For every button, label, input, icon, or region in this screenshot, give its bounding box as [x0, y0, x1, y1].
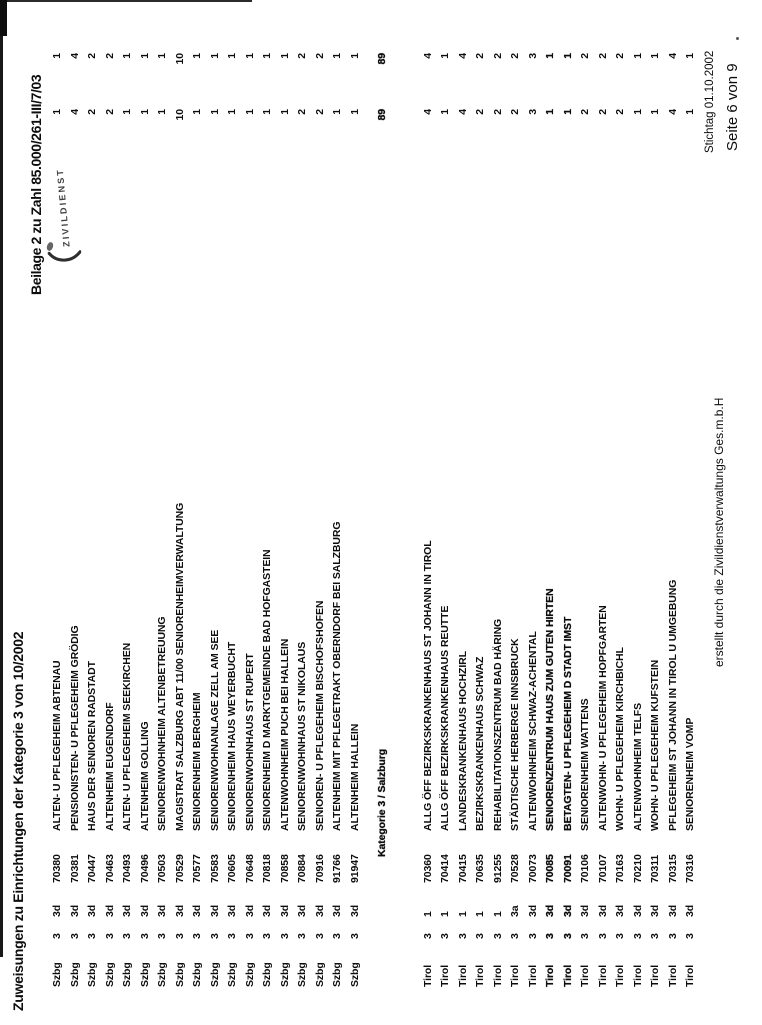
cell-subkategorie: 3d [596, 904, 609, 917]
cell-land: Szbg [103, 962, 116, 987]
cell-land: Tirol [684, 964, 696, 987]
cell-land: Szbg [121, 962, 133, 987]
cell-facility-name: ALTENHEIM GOLLING [138, 721, 151, 831]
cell-kategorie: 3 [526, 933, 539, 939]
cell-code: 70447 [86, 854, 98, 883]
cell-count-1: 1 [51, 109, 63, 115]
cell-subkategorie: 3d [156, 904, 168, 917]
cell-facility-name: ALTENHEIM EUGENDORF [103, 702, 116, 831]
cell-code: 70073 [526, 854, 539, 883]
table-row [437, 0, 455, 1025]
cell-kategorie: 3 [86, 933, 98, 939]
table-row [507, 0, 525, 1025]
cell-count-2: 1 [261, 53, 273, 59]
cell-count-2: 1 [243, 53, 256, 59]
cell-count-1: 1 [138, 109, 151, 115]
cell-count-2: 1 [561, 53, 574, 59]
cell-facility-name: BEZIRKSKRANKENHAUS SCHWAZ [474, 656, 486, 831]
cell-subkategorie: 1 [456, 911, 469, 917]
cell-count-2: 1 [208, 53, 221, 59]
cell-land: Tirol [421, 964, 434, 987]
cell-count-2: 1 [631, 53, 644, 59]
cell-land: Tirol [596, 964, 609, 987]
cell-count-2: 1 [51, 53, 63, 59]
cell-code: 70415 [456, 854, 469, 883]
cell-code: 70414 [439, 854, 451, 883]
cell-kategorie: 3 [456, 933, 469, 939]
cell-land: Tirol [614, 964, 626, 987]
cell-facility-name: SENIORENWOHNHEIM ALTENBETREUUNG [156, 616, 168, 831]
cell-land: Tirol [561, 964, 574, 987]
table-row [612, 0, 630, 1025]
cell-count-1: 1 [208, 109, 221, 115]
cell-count-2: 2 [614, 53, 626, 59]
cell-code: 70583 [208, 854, 221, 883]
cell-facility-name: SENIORENHEIM HAUS WEYERBUCHT [226, 641, 238, 831]
table-row [455, 0, 473, 1025]
cell-land: Szbg [278, 962, 291, 987]
cell-count-1: 1 [331, 109, 343, 115]
cell-land: Tirol [491, 964, 504, 987]
table-row [329, 0, 347, 1025]
cell-kategorie: 3 [138, 933, 151, 939]
table-row [595, 0, 613, 1025]
page-title: Zuweisungen zu Einrichtungen der Kategorie 3 von 10/2002 [10, 631, 26, 1011]
cell-land: Tirol [579, 964, 591, 987]
cell-kategorie: 3 [313, 933, 326, 939]
cell-code: 70884 [296, 854, 308, 883]
cell-code: 70163 [614, 854, 626, 883]
subtotal-count-2: 89 [376, 53, 388, 65]
cell-code: 70091 [561, 854, 574, 883]
cell-land: Tirol [666, 964, 679, 987]
table-row [560, 0, 578, 1025]
cell-count-1: 1 [261, 109, 273, 115]
table-row [189, 0, 207, 1025]
cell-land: Szbg [226, 962, 238, 987]
cell-facility-name: SENIOREN- U PFLEGEHEIM BISCHOFSHOFEN [313, 600, 326, 831]
cell-subkategorie: 3d [544, 904, 556, 917]
cell-count-1: 2 [296, 109, 308, 115]
cell-code: 70381 [68, 854, 81, 883]
cell-code: 70106 [579, 854, 591, 883]
cell-kategorie: 3 [348, 933, 361, 939]
cell-land: Szbg [138, 962, 151, 987]
cell-code: 70858 [278, 854, 291, 883]
cell-count-1: 1 [348, 109, 361, 115]
cell-subkategorie: 3d [243, 904, 256, 917]
cell-kategorie: 3 [649, 933, 661, 939]
assignment-table [49, 0, 700, 1025]
cell-subkategorie: 3d [278, 904, 291, 917]
cell-code: 70380 [51, 854, 63, 883]
cell-facility-name: SENIORENHEIM WATTENS [579, 698, 591, 831]
cell-count-2: 2 [491, 53, 504, 59]
cell-subkategorie: 3a [509, 905, 521, 917]
cell-subkategorie: 3d [86, 904, 98, 917]
cell-kategorie: 3 [208, 933, 221, 939]
cell-count-2: 1 [121, 53, 133, 59]
table-row [665, 0, 683, 1025]
cell-subkategorie: 3d [191, 904, 203, 917]
cell-count-1: 4 [666, 109, 679, 115]
cell-facility-name: ALTENWOHNHEIM TELFS [631, 703, 644, 831]
cell-count-1: 1 [544, 109, 556, 115]
cell-kategorie: 3 [596, 933, 609, 939]
table-row [525, 0, 543, 1025]
subtotal-row [374, 0, 392, 1025]
cell-subkategorie: 3d [138, 904, 151, 917]
cell-kategorie: 3 [173, 933, 186, 939]
cell-land: Tirol [474, 964, 486, 987]
cell-count-1: 1 [226, 109, 238, 115]
cell-count-1: 1 [121, 109, 133, 115]
cell-kategorie: 3 [278, 933, 291, 939]
table-row [347, 0, 365, 1025]
cell-code: 70635 [474, 854, 486, 883]
cell-land: Szbg [156, 962, 168, 987]
cell-subkategorie: 3d [121, 904, 133, 917]
cell-code: 70916 [313, 854, 326, 883]
cell-kategorie: 3 [666, 933, 679, 939]
cell-code: 70528 [509, 854, 521, 883]
cell-code: 70316 [684, 854, 696, 883]
table-row [294, 0, 312, 1025]
cell-facility-name: PFLEGEHEIM ST JOHANN IN TIROL U UMGEBUNG [666, 579, 679, 831]
cell-subkategorie: 3d [103, 904, 116, 917]
table-row [647, 0, 665, 1025]
cell-kategorie: 3 [579, 933, 591, 939]
cell-code: 70360 [421, 854, 434, 883]
cell-count-2: 2 [313, 53, 326, 59]
cell-kategorie: 3 [544, 933, 556, 939]
cell-count-2: 2 [86, 53, 98, 59]
cell-count-2: 2 [579, 53, 591, 59]
cell-land: Szbg [348, 962, 361, 987]
subtotal-count-1: 89 [376, 109, 388, 121]
cell-subkategorie: 3d [649, 904, 661, 917]
cell-facility-name: ALLG ÖFF BEZIRKSKRANKENHAUS REUTTE [439, 605, 451, 831]
cell-facility-name: BETAGTEN- U PFLEGEHEIM D STADT IMST [561, 616, 574, 831]
cell-kategorie: 3 [561, 933, 574, 939]
cell-kategorie: 3 [631, 933, 644, 939]
cell-count-2: 1 [226, 53, 238, 59]
cell-kategorie: 3 [261, 933, 273, 939]
cell-subkategorie: 3d [261, 904, 273, 917]
cell-land: Szbg [173, 962, 186, 987]
cell-land: Szbg [191, 962, 203, 987]
cell-facility-name: ALTENHEIM HALLEIN [348, 723, 361, 831]
table-row [259, 0, 277, 1025]
cell-land: Szbg [313, 962, 326, 987]
cell-count-1: 2 [509, 109, 521, 115]
cell-land: Tirol [439, 964, 451, 987]
cell-count-1: 1 [649, 109, 661, 115]
cell-facility-name: SENIORENWOHNHAUS ST NIKOLAUS [296, 641, 308, 831]
cell-land: Szbg [68, 962, 81, 987]
cell-subkategorie: 3d [684, 904, 696, 917]
cell-subkategorie: 3d [173, 904, 186, 917]
table-row [224, 0, 242, 1025]
scan-speck [736, 37, 739, 40]
table-row [67, 0, 85, 1025]
cell-land: Szbg [86, 962, 98, 987]
cell-count-2: 1 [684, 53, 696, 59]
cell-land: Szbg [261, 962, 273, 987]
cell-kategorie: 3 [51, 933, 63, 939]
footer-stichtag: Stichtag 01.10.2002 [704, 50, 716, 153]
cell-count-1: 1 [631, 109, 644, 115]
table-row [490, 0, 508, 1025]
cell-facility-name: ALTEN- U PFLEGEHEIM ABTENAU [51, 660, 63, 831]
cell-subkategorie: 1 [439, 911, 451, 917]
cell-kategorie: 3 [421, 933, 434, 939]
cell-count-2: 1 [544, 53, 556, 59]
cell-facility-name: WOHN- U PFLEGEHEIM KIRCHBICHL [614, 647, 626, 831]
cell-count-1: 1 [243, 109, 256, 115]
cell-count-2: 1 [348, 53, 361, 59]
table-row [84, 0, 102, 1025]
cell-subkategorie: 3d [348, 904, 361, 917]
table-row [154, 0, 172, 1025]
cell-kategorie: 3 [509, 933, 521, 939]
cell-count-1: 2 [313, 109, 326, 115]
cell-code: 70818 [261, 854, 273, 883]
table-row [542, 0, 560, 1025]
cell-facility-name: ALTENWOHNHEIM SCHWAZ-ACHENTAL [526, 631, 539, 831]
cell-code: 91947 [348, 854, 361, 883]
cell-land: Tirol [544, 964, 556, 987]
cell-facility-name: PENSIONISTEN- U PFLEGEHEIM GRÖDIG [68, 625, 81, 831]
table-row [420, 0, 438, 1025]
cell-count-2: 1 [331, 53, 343, 59]
cell-count-1: 1 [439, 109, 451, 115]
cell-code: 70648 [243, 854, 256, 883]
cell-code: 70085 [544, 854, 556, 883]
cell-facility-name: SENIORENHEIM BERGHEIM [191, 692, 203, 831]
cell-count-2: 1 [156, 53, 168, 59]
cell-code: 70529 [173, 854, 186, 883]
cell-kategorie: 3 [614, 933, 626, 939]
cell-code: 91766 [331, 854, 343, 883]
table-row [119, 0, 137, 1025]
cell-land: Tirol [509, 964, 521, 987]
scan-edge-top [0, 0, 252, 2]
cell-kategorie: 3 [191, 933, 203, 939]
table-row [49, 0, 67, 1025]
cell-count-2: 4 [421, 53, 434, 59]
cell-facility-name: SENIORENWOHNANLAGE ZELL AM SEE [208, 629, 221, 831]
cell-land: Szbg [51, 962, 63, 987]
cell-count-2: 4 [666, 53, 679, 59]
subtotal-label: Kategorie 3 / Salzburg [376, 748, 388, 857]
cell-kategorie: 3 [68, 933, 81, 939]
cell-count-1: 1 [278, 109, 291, 115]
cell-count-1: 2 [86, 109, 98, 115]
cell-land: Tirol [526, 964, 539, 987]
cell-code: 70315 [666, 854, 679, 883]
table-row [172, 0, 190, 1025]
cell-count-1: 4 [68, 109, 81, 115]
cell-land: Tirol [456, 964, 469, 987]
cell-code: 70493 [121, 854, 133, 883]
cell-subkategorie: 3d [51, 904, 63, 917]
cell-subkategorie: 3d [614, 904, 626, 917]
cell-kategorie: 3 [103, 933, 116, 939]
cell-facility-name: ALTEN- U PFLEGEHEIM SEEKIRCHEN [121, 642, 133, 831]
cell-subkategorie: 3d [631, 904, 644, 917]
cell-count-1: 1 [561, 109, 574, 115]
cell-facility-name: SENIORENHEIM D MARKTGEMEINDE BAD HOFGASTEIN [261, 549, 273, 831]
cell-code: 70463 [103, 854, 116, 883]
cell-facility-name: ALTENWOHN- U PFLEGEHEIM HOPFGARTEN [596, 605, 609, 831]
cell-subkategorie: 3d [296, 904, 308, 917]
table-row [312, 0, 330, 1025]
cell-facility-name: SENIORENWOHNHAUS ST RUPERT [243, 653, 256, 831]
cell-kategorie: 3 [121, 933, 133, 939]
cell-subkategorie: 3d [666, 904, 679, 917]
cell-count-1: 4 [421, 109, 434, 115]
cell-kategorie: 3 [243, 933, 256, 939]
cell-subkategorie: 3d [208, 904, 221, 917]
cell-code: 70503 [156, 854, 168, 883]
table-row [242, 0, 260, 1025]
cell-count-1: 2 [103, 109, 116, 115]
cell-code: 70210 [631, 854, 644, 883]
cell-count-2: 10 [173, 53, 186, 65]
cell-subkategorie: 3d [313, 904, 326, 917]
cell-kategorie: 3 [439, 933, 451, 939]
cell-subkategorie: 3d [579, 904, 591, 917]
cell-kategorie: 3 [684, 933, 696, 939]
cell-kategorie: 3 [156, 933, 168, 939]
cell-facility-name: SENIORENZENTRUM HAUS ZUM GUTEN HIRTEN [544, 588, 556, 831]
cell-facility-name: ALLG ÖFF BEZIRKSKRANKENHAUS ST JOHANN IN TIROL [421, 540, 434, 831]
cell-count-2: 1 [439, 53, 451, 59]
cell-code: 70577 [191, 854, 203, 883]
cell-subkategorie: 3d [526, 904, 539, 917]
cell-code: 70496 [138, 854, 151, 883]
cell-code: 70311 [649, 854, 661, 883]
cell-count-2: 3 [526, 53, 539, 59]
cell-code: 70605 [226, 854, 238, 883]
cell-count-2: 2 [596, 53, 609, 59]
cell-kategorie: 3 [296, 933, 308, 939]
cell-count-1: 2 [491, 109, 504, 115]
cell-kategorie: 3 [226, 933, 238, 939]
cell-count-2: 4 [68, 53, 81, 59]
reference-number: Beilage 2 zu Zahl 85.000/261-III/7/03 [28, 74, 44, 295]
cell-facility-name: HAUS DER SENIOREN RADSTADT [86, 661, 98, 831]
table-row [277, 0, 295, 1025]
scan-edge-left [0, 0, 3, 957]
table-row [577, 0, 595, 1025]
table-row [630, 0, 648, 1025]
scan-corner-blob [0, 0, 7, 36]
table-row [102, 0, 120, 1025]
cell-land: Tirol [631, 964, 644, 987]
cell-kategorie: 3 [491, 933, 504, 939]
cell-count-1: 1 [191, 109, 203, 115]
cell-subkategorie: 1 [491, 911, 504, 917]
cell-count-2: 2 [296, 53, 308, 59]
footer-created-by: erstellt durch die Zivildienstverwaltungs Ges.m.b.H [712, 397, 726, 667]
table-row [207, 0, 225, 1025]
cell-count-1: 3 [526, 109, 539, 115]
footer-page-number: Seite 6 von 9 [724, 63, 741, 151]
cell-code: 91255 [491, 854, 504, 883]
cell-count-1: 1 [156, 109, 168, 115]
cell-count-2: 1 [649, 53, 661, 59]
cell-subkategorie: 3d [331, 904, 343, 917]
cell-count-1: 2 [614, 109, 626, 115]
stamp-label: ZIVILDIENST [54, 167, 72, 248]
cell-kategorie: 3 [474, 933, 486, 939]
cell-facility-name: LANDESKRANKENHAUS HOCHZIRL [456, 651, 469, 831]
cell-count-2: 2 [103, 53, 116, 59]
cell-subkategorie: 1 [421, 911, 434, 917]
cell-facility-name: ALTENHEIM MIT PFLEGETRAKT OBERNDORF BEI SALZBURG [331, 521, 343, 831]
table-row [682, 0, 700, 1025]
cell-count-2: 4 [456, 53, 469, 59]
cell-land: Tirol [649, 964, 661, 987]
cell-count-2: 2 [509, 53, 521, 59]
cell-subkategorie: 1 [474, 911, 486, 917]
cell-count-1: 4 [456, 109, 469, 115]
cell-land: Szbg [243, 962, 256, 987]
cell-land: Szbg [331, 962, 343, 987]
cell-subkategorie: 3d [68, 904, 81, 917]
cell-count-1: 10 [173, 109, 186, 121]
cell-count-2: 1 [278, 53, 291, 59]
cell-facility-name: MAGISTRAT SALZBURG ABT 11/00 SENIORENHEIMVERWALTUNG [173, 502, 186, 831]
table-row [472, 0, 490, 1025]
cell-kategorie: 3 [331, 933, 343, 939]
table-row [137, 0, 155, 1025]
cell-facility-name: REHABILITATIONSZENTRUM BAD HÄRING [491, 618, 504, 831]
cell-count-1: 1 [684, 109, 696, 115]
cell-land: Szbg [296, 962, 308, 987]
cell-subkategorie: 3d [561, 904, 574, 917]
cell-subkategorie: 3d [226, 904, 238, 917]
cell-count-1: 2 [474, 109, 486, 115]
cell-facility-name: SENIORENHEIM VOMP [684, 717, 696, 831]
cell-facility-name: STÄDTISCHE HERBERGE INNSBRUCK [509, 638, 521, 831]
cell-count-1: 2 [596, 109, 609, 115]
cell-facility-name: ALTENWOHNHEIM PUCH BEI HALLEIN [278, 638, 291, 831]
cell-count-2: 1 [191, 53, 203, 59]
cell-code: 70107 [596, 854, 609, 883]
cell-count-2: 1 [138, 53, 151, 59]
cell-count-1: 2 [579, 109, 591, 115]
cell-count-2: 2 [474, 53, 486, 59]
cell-facility-name: WOHN- U PFLEGEHEIM KUFSTEIN [649, 659, 661, 831]
cell-land: Szbg [208, 962, 221, 987]
